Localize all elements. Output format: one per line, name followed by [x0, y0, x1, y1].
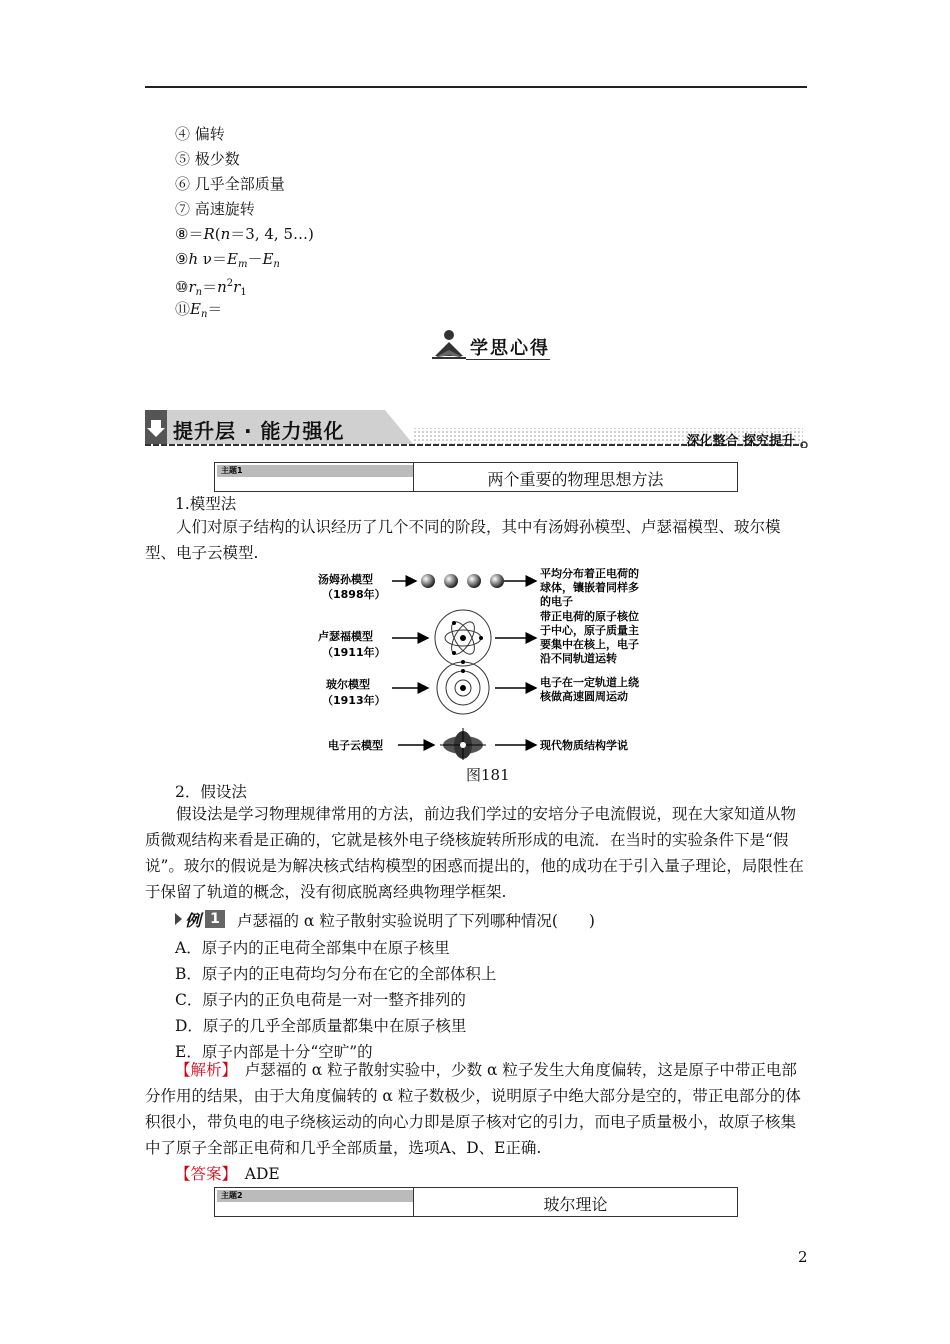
desc-thomson-1: 平均分布着正电荷的: [540, 568, 639, 580]
desc-bohr-1: 电子在一定轨道上绕: [540, 676, 639, 689]
thomson-ball-2: [444, 574, 458, 588]
rutherford-atom: [435, 610, 491, 666]
year-thomson: （1898年）: [322, 588, 386, 601]
label-rutherford: 卢瑟福模型: [318, 630, 373, 643]
paragraph-hypothesis: 假设法是学习物理规律常用的方法，前边我们学过的安培分子电流假说，现在大家知道从物质微观结构来看是正确的，它就是核外电子绕核旋转所形成的电流．在当时的实验条件下是“假说”。玻尔的假说是为解决核式结构模型的困惑而提出的，他的成功在于引入量子理论，局限性在于保留了轨道的概念，没有彻底脱离经典物理学框架.: [145, 805, 804, 901]
section-heading-1: 1.模型法: [175, 495, 237, 513]
label-bohr: 玻尔模型: [326, 678, 370, 691]
answer-4: ④ 偏转: [175, 125, 225, 143]
section-mark-text: 学思心得: [470, 338, 550, 359]
desc-thomson-3: 的电子: [540, 595, 573, 608]
example-question: [175, 909, 595, 931]
electron-cloud-atom: [440, 728, 486, 760]
topic-box-1: [214, 462, 738, 492]
desc-rutherford-3: 要集中在核上，电子: [540, 638, 639, 651]
topic-label-bar: [217, 465, 413, 477]
atomic-models-figure: [318, 568, 670, 760]
answer-7: ⑦ 高速旋转: [175, 200, 255, 218]
thomson-ball-4: [490, 574, 504, 588]
answer-9: ⑨h $\nu=E_m-E_n$: [175, 250, 280, 270]
section-mark-xuesi: [432, 326, 550, 362]
answer-value: ADE: [244, 1165, 280, 1183]
analysis-label: 【解析】: [175, 1061, 230, 1079]
paragraph-model: 人们对原子结构的认识经历了几个不同的阶段，其中有汤姆孙模型、卢瑟福模型、玻尔模型、电子云模型.: [145, 518, 781, 562]
desc-rutherford-1: 带正电荷的原子核位: [540, 610, 639, 623]
year-rutherford: （1911年）: [322, 646, 386, 659]
example-badge: [175, 910, 227, 928]
topic-title: 玻尔理论: [543, 1195, 608, 1214]
banner-title: 提升层 · 能力强化: [173, 419, 345, 443]
badge-text: 例: [185, 911, 202, 930]
badge-number: 1: [205, 910, 225, 928]
option-e: E．原子内部是十分“空旷”的: [175, 1043, 373, 1061]
option-c: C．原子内的正负电荷是一对一整齐排列的: [175, 991, 466, 1009]
answer-10: $⑩r_n=n^2r_1$: [175, 278, 247, 298]
topic-label: 主题2: [221, 1191, 243, 1200]
bohr-atom: [437, 660, 489, 714]
thomson-ball-3: [467, 574, 481, 588]
section-mark-underline: [466, 359, 550, 360]
answer-8: ⑧＝R(n＝3, 4, 5…): [175, 225, 314, 243]
answer-11: $⑪E_n=$: [175, 300, 223, 320]
option-d: D．原子的几乎全部质量都集中在原子核里: [175, 1017, 467, 1035]
topic-label-bar: [217, 1190, 413, 1202]
label-electron-cloud: 电子云模型: [328, 739, 383, 752]
banner-subtitle: 深化整合 探究提升: [686, 434, 795, 449]
answer-5: ⑤ 极少数: [175, 150, 240, 168]
desc-bohr-2: 核做高速圆周运动: [540, 690, 628, 703]
answer-label: 【答案】: [175, 1165, 230, 1183]
analysis-paragraph: [145, 1057, 810, 1161]
topic-label: 主题1: [221, 466, 243, 475]
desc-thomson-2: 球体，镶嵌着同样多: [540, 581, 639, 594]
badge-triangle-icon: [175, 913, 182, 925]
desc-rutherford-2: 于中心，原子质量主: [540, 624, 639, 637]
year-bohr: （1913年）: [322, 694, 386, 707]
topic-box-2: [214, 1187, 738, 1217]
desc-rutherford-4: 沿不同轨道运转: [540, 652, 617, 665]
answer-6: ⑥ 几乎全部质量: [175, 175, 285, 193]
option-b: B．原子内的正电荷均匀分布在它的全部体积上: [175, 965, 497, 983]
answer-line: [175, 1162, 280, 1184]
option-a: A．原子内的正电荷全部集中在原子核里: [175, 939, 450, 957]
section-heading-2: 2．假设法: [175, 783, 247, 801]
reader-book-icon: [432, 328, 468, 360]
question-text: 卢瑟福的 α 粒子散射实验说明了下列哪种情况( ): [237, 912, 595, 930]
topic-title: 两个重要的物理思想方法: [487, 470, 664, 489]
analysis-text: 卢瑟福的 α 粒子散射实验中，少数 α 粒子发生大角度偏转，这是原子中带正电部分作用的结果，由于大角度偏转的 α 粒子数极少，说明原子中绝大部分是空的，带正电部分的体积很小，带负电的电子绕核运动的向心力即是原子核对它的引力，而电子质量极小，故原子核集中了原子全部正电荷和几乎全部质量，选项A、D、E正确.: [145, 1061, 801, 1157]
desc-electron-cloud: 现代物质结构学说: [540, 739, 628, 752]
thomson-ball-1: [421, 574, 435, 588]
section-banner: [145, 410, 809, 448]
header-rule: [145, 86, 807, 88]
page-number: 2: [798, 1248, 808, 1266]
label-thomson: 汤姆孙模型: [318, 573, 373, 586]
figure-caption: 图181: [466, 766, 510, 784]
